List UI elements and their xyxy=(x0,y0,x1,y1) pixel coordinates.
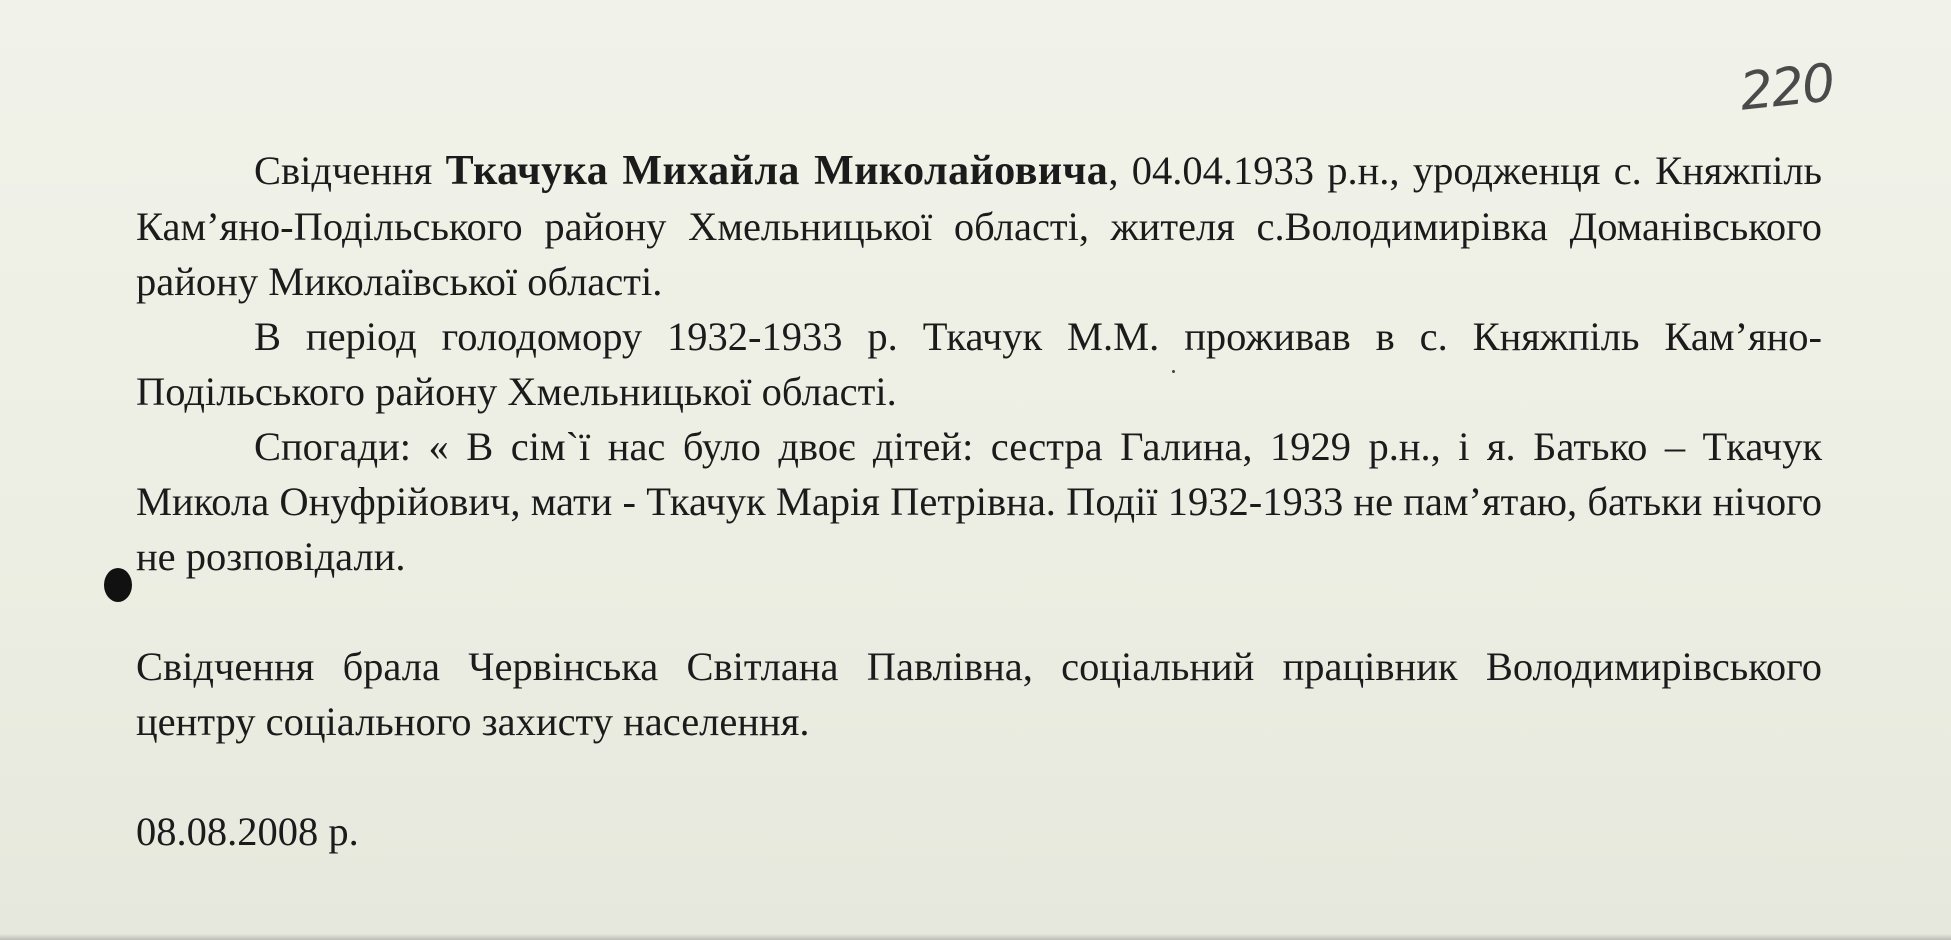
witness-name: Ткачука Михайла Миколайовича xyxy=(445,148,1109,194)
memories-paragraph: Спогади: « В сім`ї нас було двоє дітей: сестра Галина, 1929 р.н., і я. Батько – Ткачук Микола Онуфрійович, мати - Ткачук Марія Петрівна. Події 1932-1933 не пам’ятаю, батьки нічого не розповідали. xyxy=(136,424,1822,579)
testimony-lead-word: Свідчення xyxy=(254,148,433,193)
punch-hole-mark xyxy=(104,568,132,602)
recorder-paragraph: Свідчення брала Червінська Світлана Павлівна, соціальний працівник Володимирівського центру соціального захисту населення. xyxy=(136,644,1822,744)
scan-bottom-edge xyxy=(0,934,1951,940)
paragraph-spacer xyxy=(136,749,1822,804)
testimony-header-paragraph xyxy=(136,143,1822,309)
famine-period-paragraph: В період голодомору 1932-1933 р. Ткачук М.М. проживав в с. Княжпіль Кам’яно-Подільського району Хмельницької області. xyxy=(136,314,1822,414)
testimony-date: 08.08.2008 р. xyxy=(136,809,359,854)
witness-details: , 04.04.1933 р.н., уродженця с. Княжпіль Кам’яно-Подільського району Хмельницької області, жителя с.Володимирівка Доманівського району Миколаївської області. xyxy=(136,148,1822,304)
handwritten-page-number: 220 xyxy=(1737,53,1837,123)
paragraph-spacer xyxy=(136,584,1822,639)
testimony-text xyxy=(136,143,1822,859)
